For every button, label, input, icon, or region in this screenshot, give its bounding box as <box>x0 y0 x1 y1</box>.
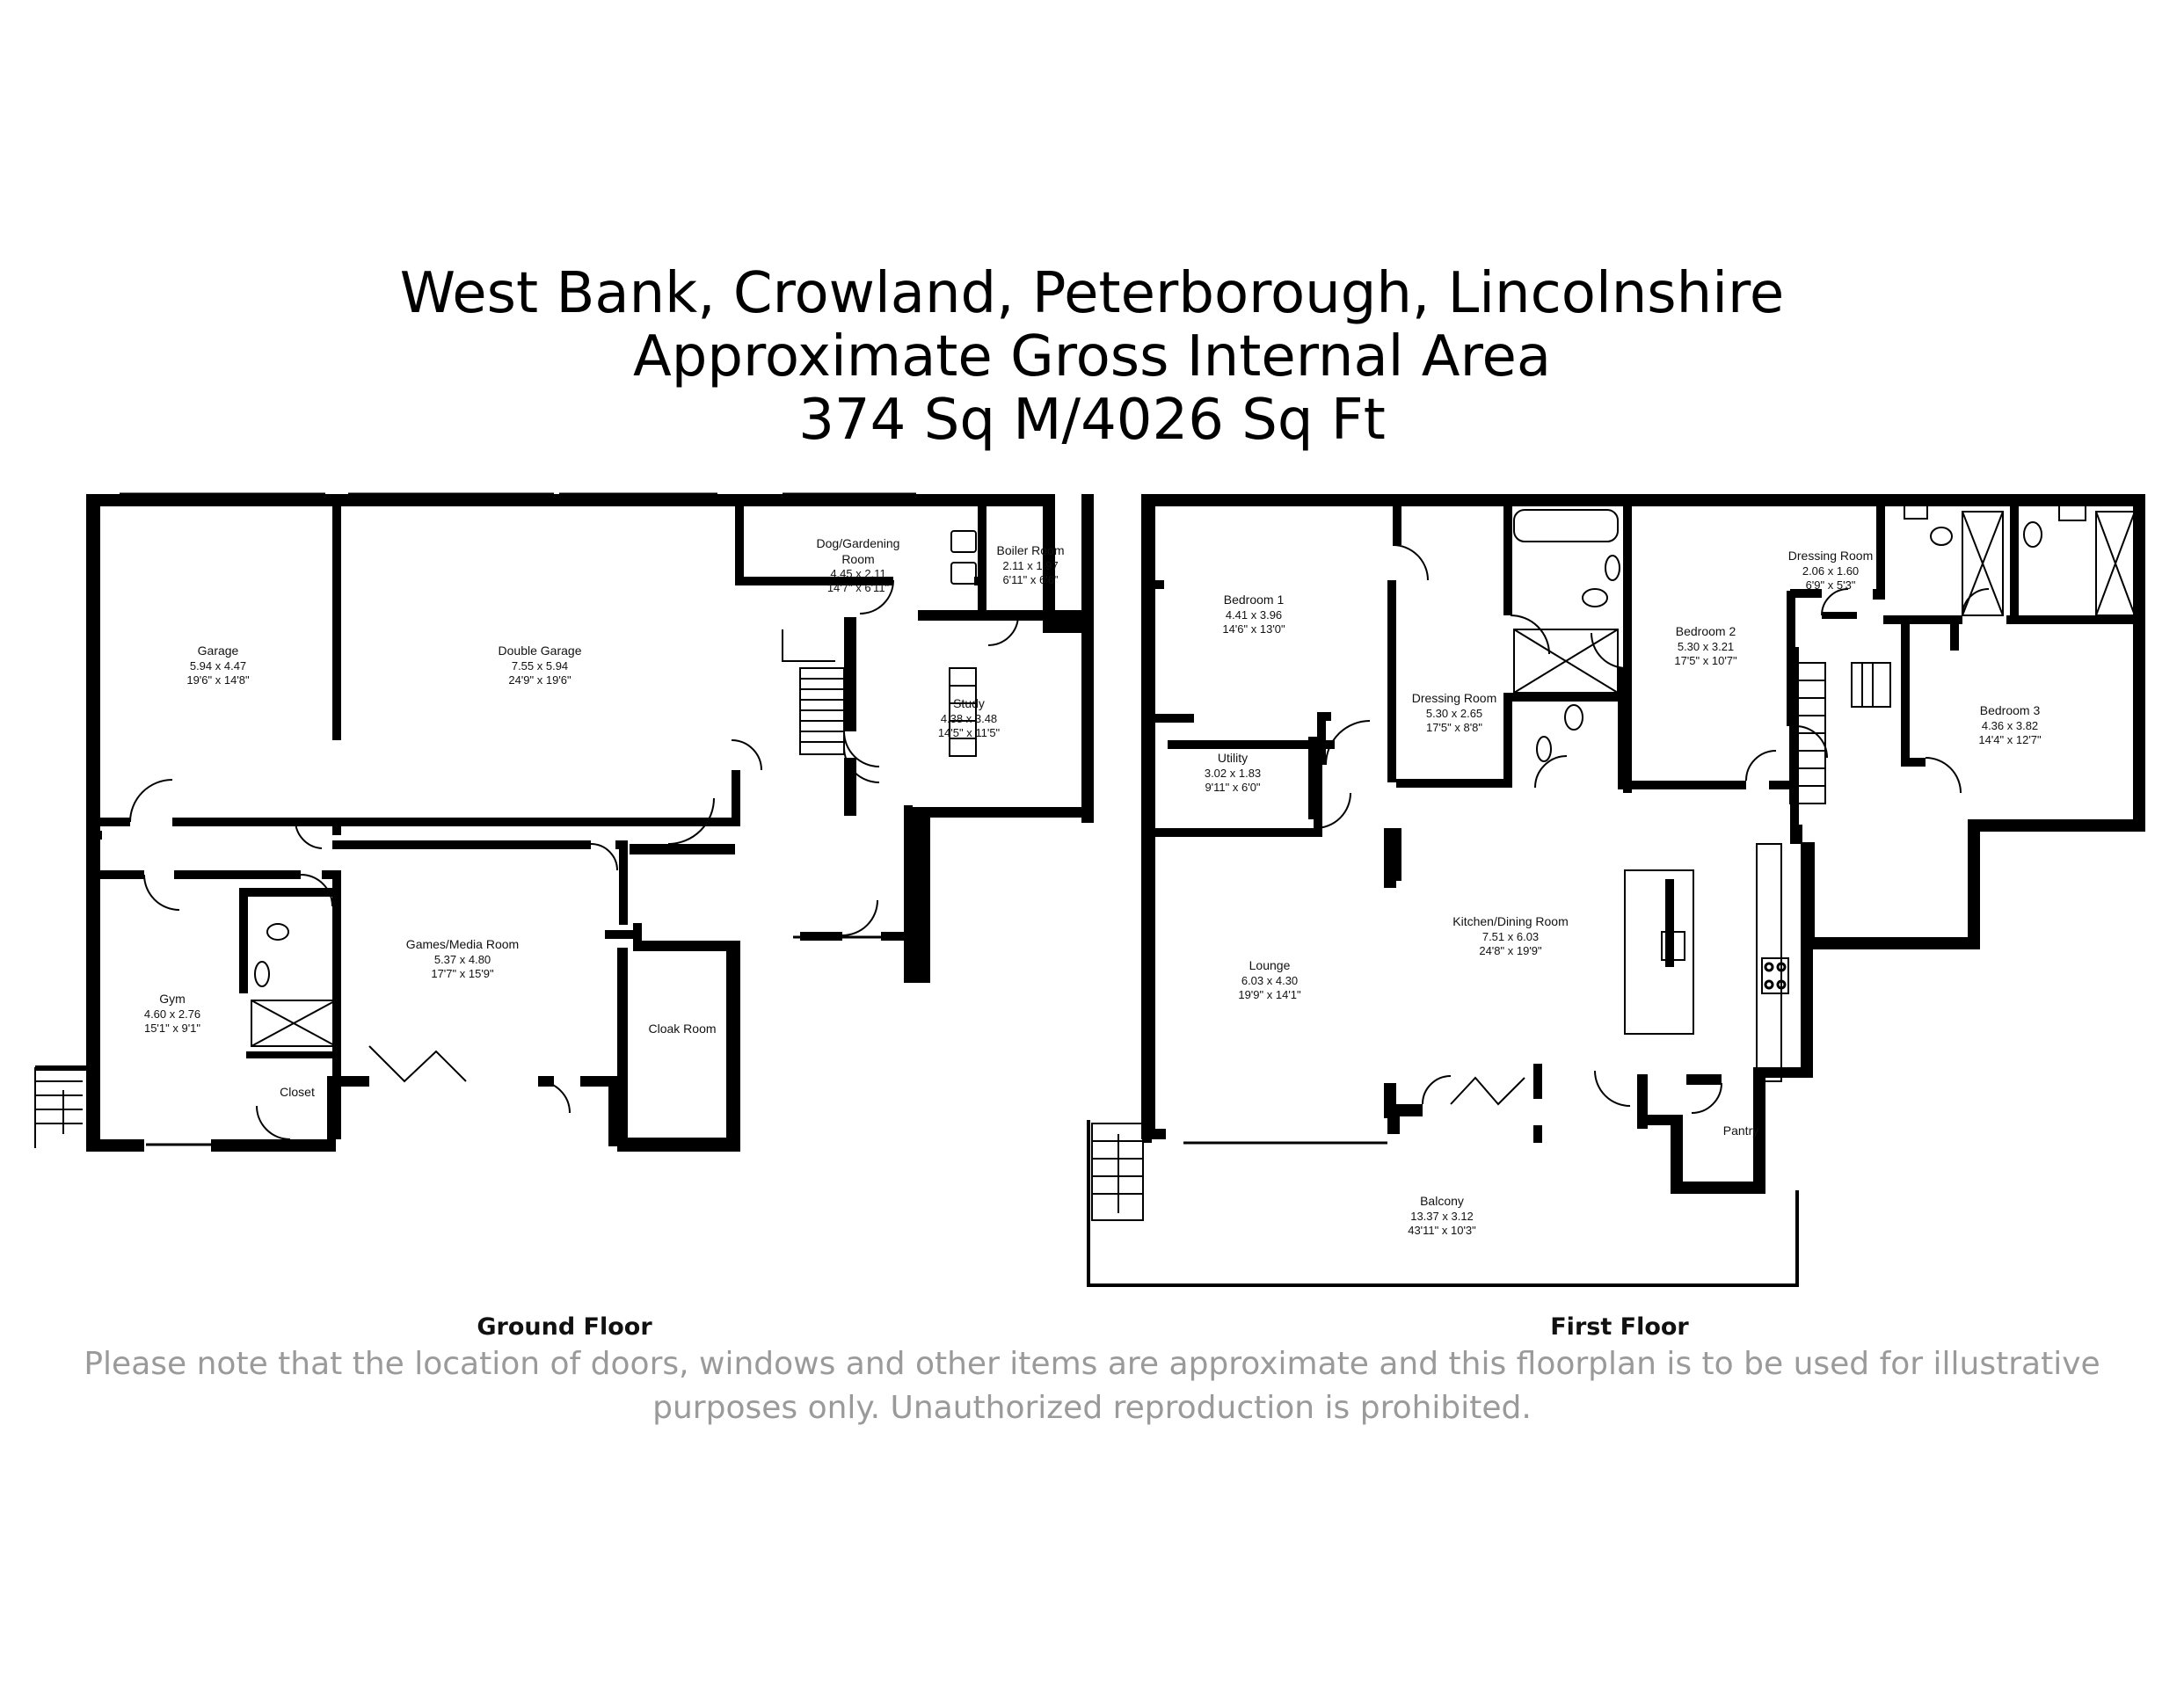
room-metric: 13.37 x 3.12 <box>1410 1209 1474 1223</box>
room-imperial: 24'9" x 19'6" <box>508 673 571 687</box>
title-area-label: Approximate Gross Internal Area <box>632 324 1552 389</box>
room-metric: 5.30 x 3.21 <box>1677 639 1735 653</box>
room-imperial: 9'11" x 6'0" <box>1205 780 1261 794</box>
room-imperial: 6'9" x 5'3" <box>1805 578 1856 592</box>
room-garage <box>186 644 249 687</box>
room-name: Study <box>953 696 985 710</box>
room-dressing-2 <box>1788 549 1873 593</box>
room-lounge <box>1238 958 1300 1002</box>
room-metric: 6.03 x 4.30 <box>1241 973 1299 987</box>
room-metric: 4.36 x 3.82 <box>1981 718 2039 732</box>
room-metric: 5.37 x 4.80 <box>433 952 491 966</box>
room-metric: 4.41 x 3.96 <box>1225 607 1283 622</box>
room-metric: 4.60 x 2.76 <box>143 1007 201 1021</box>
room-imperial: 17'5" x 8'8" <box>1425 720 1483 734</box>
room-name: Closet <box>280 1085 315 1099</box>
room-closet <box>280 1085 315 1101</box>
room-imperial: 17'7" x 15'9" <box>431 966 494 980</box>
room-name: Dog/Gardening Room <box>816 536 900 566</box>
room-bedroom-1 <box>1222 593 1285 636</box>
room-pantry <box>1723 1123 1758 1139</box>
room-imperial: 17'5" x 10'7" <box>1674 653 1737 667</box>
room-dressing-1 <box>1412 691 1496 735</box>
room-name: Bedroom 3 <box>1979 703 2041 717</box>
room-metric: 3.02 x 1.83 <box>1204 766 1262 780</box>
room-games-media <box>406 937 519 981</box>
room-gym <box>144 992 200 1036</box>
room-study <box>938 696 1000 740</box>
room-metric: 4.38 x 3.48 <box>940 711 998 725</box>
room-kitchen-dining <box>1452 914 1569 958</box>
room-name: Cloak Room <box>648 1022 717 1036</box>
room-double-garage <box>499 644 582 687</box>
room-metric: 2.06 x 1.60 <box>1802 564 1860 578</box>
room-name: Utility <box>1217 751 1249 765</box>
room-imperial: 19'6" x 14'8" <box>186 673 250 687</box>
room-name: Lounge <box>1249 958 1291 972</box>
room-imperial: 15'1" x 9'1" <box>143 1021 201 1035</box>
room-name: Double Garage <box>498 644 582 658</box>
room-imperial: 43'11" x 10'3" <box>1408 1223 1476 1237</box>
room-name: Games/Media Room <box>405 937 520 951</box>
room-imperial: 14'6" x 13'0" <box>1222 622 1285 636</box>
room-metric: 4.45 x 2.11 <box>830 567 886 580</box>
room-imperial: 14'5" x 11'5" <box>937 725 1001 739</box>
room-metric: 2.11 x 1.97 <box>1002 558 1059 572</box>
room-imperial: 19'9" x 14'1" <box>1238 987 1301 1001</box>
room-imperial: 24'8" x 19'9" <box>1479 943 1542 957</box>
room-bedroom-3 <box>1978 703 2041 747</box>
room-metric: 7.51 x 6.03 <box>1481 929 1540 943</box>
room-metric: 5.30 x 2.65 <box>1425 706 1483 720</box>
room-metric: 5.94 x 4.47 <box>189 658 247 673</box>
room-metric: 7.55 x 5.94 <box>511 658 569 673</box>
disclaimer-line-2: purposes only. Unauthorized reproduction is prohibited. <box>652 1390 1532 1426</box>
room-imperial: 14'4" x 12'7" <box>1978 732 2042 746</box>
first-floor-label: First Floor <box>1550 1313 1689 1341</box>
room-dog-gardening <box>805 536 911 596</box>
room-balcony <box>1408 1194 1476 1238</box>
room-bedroom-2 <box>1674 624 1736 668</box>
disclaimer-line-1: Please note that the location of doors, windows and other items are approximate and this floorplan is to be used for illustrative <box>84 1346 2100 1382</box>
room-boiler <box>996 543 1064 587</box>
room-imperial: 14'7" x 6'11" <box>826 581 890 595</box>
ground-floor-label: Ground Floor <box>477 1313 652 1341</box>
room-name: Pantry <box>1722 1123 1759 1138</box>
room-name: Dressing Room <box>1411 691 1497 705</box>
room-name: Bedroom 1 <box>1223 593 1285 607</box>
room-utility <box>1205 751 1261 795</box>
room-cloak <box>648 1022 716 1037</box>
room-name: Balcony <box>1420 1194 1464 1208</box>
room-name: Gym <box>159 992 186 1006</box>
title-area-value: 374 Sq M/4026 Sq Ft <box>798 388 1386 453</box>
room-name: Boiler Room <box>996 543 1065 557</box>
room-name: Garage <box>197 644 239 658</box>
room-name: Kitchen/Dining Room <box>1452 914 1569 928</box>
room-name: Dressing Room <box>1787 549 1874 563</box>
room-name: Bedroom 2 <box>1675 624 1736 638</box>
title-address: West Bank, Crowland, Peterborough, Lincolnshire <box>399 261 1785 326</box>
room-imperial: 6'11" x 6'6" <box>1002 572 1059 586</box>
